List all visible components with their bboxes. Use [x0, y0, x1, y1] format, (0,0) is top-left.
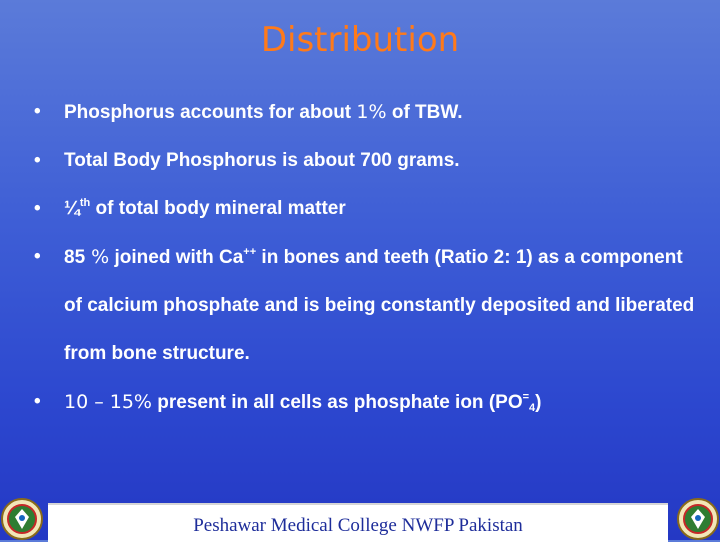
subscript-four: 4	[529, 402, 536, 414]
bullet-text: present in all cells as phosphate ion (PO	[152, 392, 523, 413]
bullet-item	[34, 88, 704, 137]
superscript-charge: ++	[243, 246, 257, 258]
bullet-text: Phosphorus accounts for about	[64, 102, 357, 123]
slide-title: Distribution	[260, 20, 460, 60]
bullet-text: Total Body Phosphorus is about 700 grams.	[64, 150, 460, 171]
bullet-dot: •	[34, 246, 41, 267]
bullet-dot: •	[34, 101, 41, 122]
bullet-item	[34, 137, 704, 185]
bullet-text: joined with Ca	[109, 247, 244, 268]
superscript-charge: =	[522, 391, 530, 403]
bullet-text: of total body mineral matter	[90, 198, 346, 219]
college-crest-icon	[676, 497, 720, 541]
bullet-item	[34, 378, 704, 427]
bullet-dot: •	[34, 391, 41, 412]
bullet-dot: •	[34, 150, 41, 171]
bullet-text: 85	[64, 247, 86, 268]
bullet-list	[34, 88, 704, 427]
percentage-value: 1%	[356, 101, 387, 123]
footer-text: Peshawar Medical College NWFP Pakistan	[193, 515, 523, 536]
bullet-text: of TBW.	[386, 102, 463, 123]
college-crest-icon	[0, 497, 44, 541]
bullet-item	[34, 233, 704, 378]
superscript-th: th	[79, 197, 91, 209]
percentage-range: 10 – 15%	[64, 391, 152, 413]
bullet-text: in bones and teeth (Ratio 2: 1) as a component of calcium phosphate and is being constantly deposited and liberated from bone structure.	[64, 247, 695, 364]
bullet-text: )	[535, 392, 542, 413]
bullet-dot: •	[34, 198, 41, 219]
bullet-item	[34, 185, 704, 233]
fraction-value: ¼	[64, 198, 80, 219]
percent-sign: %	[85, 246, 110, 268]
footer-bar	[48, 503, 668, 542]
